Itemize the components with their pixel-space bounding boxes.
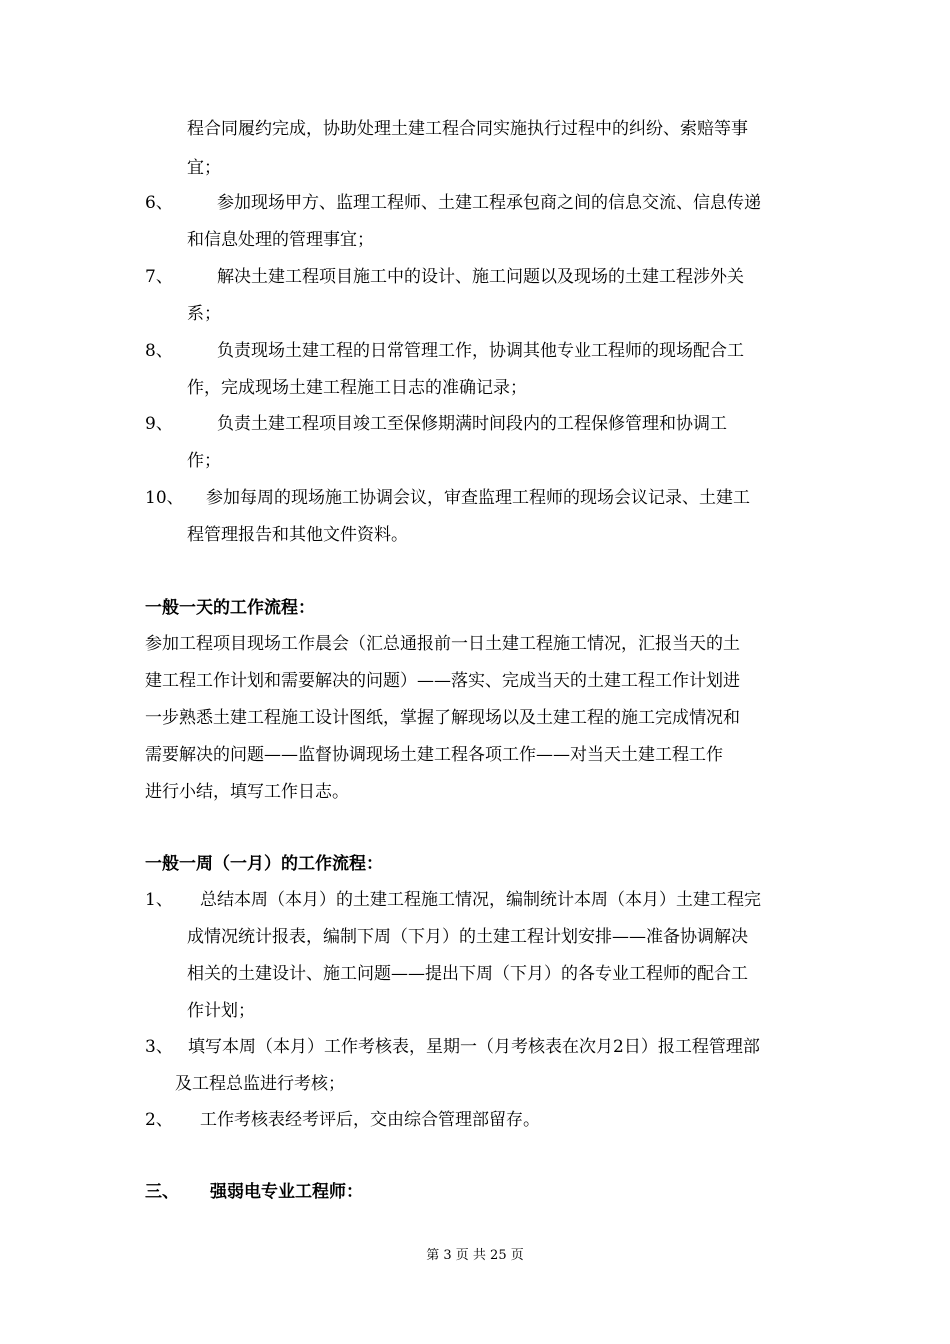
list-number: 3、 — [145, 1037, 173, 1057]
section-heading-daily: 一般一天的工作流程： — [145, 598, 315, 618]
list-item-line: 负责现场土建工程的日常管理工作，协调其他专业工程师的现场配合工 — [217, 341, 744, 361]
list-number: 7、 — [145, 267, 173, 287]
list-item-line: 解决土建工程项目施工中的设计、施工问题以及现场的土建工程涉外关 — [217, 267, 744, 287]
section-heading-electrical-engineer: 强弱电专业工程师： — [210, 1182, 363, 1202]
list-item-line: 系； — [187, 304, 221, 324]
list-item-line: 作； — [187, 451, 221, 471]
paragraph-line: 需要解决的问题——监督协调现场土建工程各项工作——对当天土建工程工作 — [145, 745, 723, 765]
section-heading-weekly: 一般一周（一月）的工作流程： — [145, 854, 383, 874]
paragraph-line: 进行小结，填写工作日志。 — [145, 782, 349, 802]
list-item-line: 及工程总监进行考核； — [175, 1074, 345, 1094]
list-number: 8、 — [145, 341, 173, 361]
list-number: 9、 — [145, 414, 173, 434]
list-item-line: 作计划； — [187, 1001, 255, 1021]
paragraph-line: 一步熟悉土建工程施工设计图纸，掌握了解现场以及土建工程的施工完成情况和 — [145, 708, 740, 728]
paragraph-line: 建工程工作计划和需要解决的问题）——落实、完成当天的土建工程工作计划进 — [145, 671, 740, 691]
list-item-line: 相关的土建设计、施工问题——提出下周（下月）的各专业工程师的配合工 — [187, 964, 748, 984]
list-item-line: 和信息处理的管理事宜； — [187, 230, 374, 250]
section-number: 三、 — [145, 1182, 179, 1202]
list-item-line: 填写本周（本月）工作考核表，星期一（月考核表在次月2日）报工程管理部 — [188, 1037, 760, 1057]
list-item-line: 参加每周的现场施工协调会议，审查监理工程师的现场会议记录、土建工 — [206, 488, 750, 508]
paragraph-line: 参加工程项目现场工作晨会（汇总通报前一日土建工程施工情况，汇报当天的土 — [145, 634, 740, 654]
list-item-line: 作，完成现场土建工程施工日志的准确记录； — [187, 378, 527, 398]
list-number: 10、 — [145, 488, 184, 508]
list-item-line: 参加现场甲方、监理工程师、土建工程承包商之间的信息交流、信息传递 — [217, 193, 761, 213]
paragraph-line: 宜； — [187, 158, 221, 178]
page-footer: 第 3 页 共 25 页 — [426, 1248, 524, 1263]
list-number: 1、 — [145, 890, 173, 910]
list-item-line: 工作考核表经考评后，交由综合管理部留存。 — [200, 1110, 540, 1130]
list-item-line: 程管理报告和其他文件资料。 — [187, 525, 408, 545]
paragraph-line: 程合同履约完成，协助处理土建工程合同实施执行过程中的纠纷、索赔等事 — [187, 119, 748, 139]
list-item-line: 负责土建工程项目竣工至保修期满时间段内的工程保修管理和协调工 — [217, 414, 727, 434]
list-number: 6、 — [145, 193, 173, 213]
list-number: 2、 — [145, 1110, 173, 1130]
list-item-line: 成情况统计报表，编制下周（下月）的土建工程计划安排——准备协调解决 — [187, 927, 748, 947]
list-item-line: 总结本周（本月）的土建工程施工情况，编制统计本周（本月）土建工程完 — [200, 890, 761, 910]
